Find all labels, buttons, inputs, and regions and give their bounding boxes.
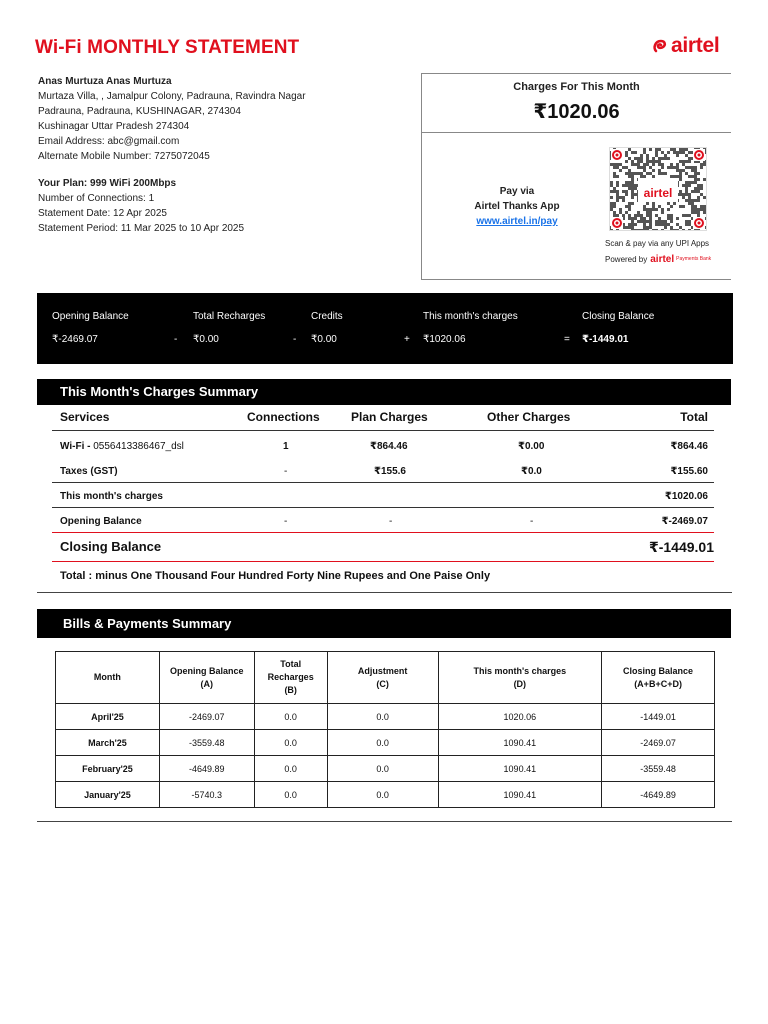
col-opening-balance (159, 652, 254, 704)
connection-count: Number of Connections: 1 (38, 193, 155, 204)
charges-summary-table (52, 405, 714, 588)
closing-cell: -3559.48 (602, 756, 715, 782)
pay-via-block (442, 184, 592, 229)
col-label: Opening Balance (170, 665, 244, 676)
closing-cell: -2469.07 (602, 730, 715, 756)
pay-app-name: Airtel Thanks App (474, 201, 560, 212)
recharges-cell: 0.0 (254, 730, 327, 756)
email-address: Email Address: abc@gmail.com (38, 136, 180, 147)
total-recharges-value: ₹0.00 (193, 334, 219, 345)
statement-title: Wi-Fi MONTHLY STATEMENT (35, 37, 300, 58)
statement-period: Statement Period: 11 Mar 2025 to 10 Apr 2025 (38, 223, 245, 234)
row-other-charges: ₹0.00 (518, 441, 545, 452)
service-name: Taxes (GST) (60, 466, 118, 477)
charges-cell: 1020.06 (438, 704, 602, 730)
opening-cell: -3559.48 (159, 730, 254, 756)
month-cell: January'25 (56, 782, 160, 808)
charges-label: Charges For This Month (513, 81, 640, 93)
table-row (56, 730, 715, 756)
recharges-cell: 0.0 (254, 704, 327, 730)
minus-operator: - (293, 334, 297, 345)
charges-cell: 1090.41 (438, 782, 602, 808)
address-line: Padrauna, Padrauna, KUSHINAGAR, 274304 (38, 106, 241, 117)
table-row (56, 756, 715, 782)
pay-via-label: Pay via (499, 186, 535, 197)
address-line: Murtaza Villa, , Jamalpur Colony, Padrauna, Ravindra Nagar (38, 91, 306, 102)
payments-bank-sub: Payments Bank (676, 256, 712, 262)
closing-balance-total: ₹-1449.01 (648, 539, 714, 555)
service-id: 0556413386467_dsl (93, 441, 184, 452)
col-sub-label: (D) (513, 678, 527, 689)
charges-cell: 1090.41 (438, 730, 602, 756)
table-row (56, 782, 715, 808)
opening-balance-row (52, 508, 714, 533)
col-connections: Connections (247, 410, 320, 424)
recharges-cell: 0.0 (254, 756, 327, 782)
statement-date: Statement Date: 12 Apr 2025 (38, 208, 167, 219)
payments-bank-logo: airtel (650, 254, 675, 265)
qr-pattern-icon (610, 148, 706, 230)
row-total: ₹864.46 (670, 441, 708, 452)
opening-cell: -2469.07 (159, 704, 254, 730)
closing-balance-header: Closing Balance (582, 311, 655, 322)
table-row (52, 458, 714, 483)
section-divider (37, 592, 732, 593)
powered-by-label: Powered by (605, 255, 648, 264)
month-charges-header: This month's charges (423, 311, 518, 322)
airtel-swirl-icon (652, 38, 668, 54)
plus-operator: + (404, 334, 410, 345)
col-plan-charges: Plan Charges (351, 410, 428, 424)
closing-cell: -1449.01 (602, 704, 715, 730)
col-month-charges (438, 652, 602, 704)
charges-header (422, 74, 731, 133)
minus-operator: - (174, 334, 178, 345)
month-cell: April'25 (56, 704, 160, 730)
month-charges-label: This month's charges (60, 491, 163, 502)
col-label: Total Recharges (267, 659, 314, 682)
row-connections: 1 (283, 441, 289, 452)
recharges-cell: 0.0 (254, 782, 327, 808)
closing-balance-value: ₹-1449.01 (582, 334, 629, 345)
customer-address (38, 74, 306, 164)
customer-name: Anas Murtuza Anas Murtuza (38, 76, 172, 87)
row-other-charges: ₹0.0 (521, 466, 542, 477)
col-month-label: Month (93, 672, 121, 682)
col-total-recharges (254, 652, 327, 704)
col-services: Services (60, 410, 110, 424)
table-row (56, 704, 715, 730)
col-label: Closing Balance (623, 665, 694, 676)
qr-brand-text: airtel (643, 186, 673, 200)
adjustment-cell: 0.0 (327, 704, 438, 730)
row-plan-charges: ₹155.6 (374, 466, 406, 477)
month-cell: February'25 (56, 756, 160, 782)
col-other-charges: Other Charges (487, 410, 571, 424)
scan-note: Scan & pay via any UPI Apps (605, 239, 710, 248)
bills-payments-table (55, 651, 715, 808)
table-header-row (56, 652, 715, 704)
closing-balance-row (52, 533, 714, 562)
airtel-logo (652, 34, 719, 58)
month-cell: March'25 (56, 730, 160, 756)
row-connections: - (284, 466, 288, 477)
total-recharges-header: Total Recharges (193, 311, 266, 322)
adjustment-cell: 0.0 (327, 730, 438, 756)
service-name (60, 441, 184, 452)
month-charges-row (52, 483, 714, 508)
opening-balance-label: Opening Balance (60, 516, 142, 527)
pay-link[interactable]: www.airtel.in/pay (476, 216, 558, 227)
plan-name: Your Plan: 999 WiFi 200Mbps (38, 178, 177, 189)
alternate-mobile: Alternate Mobile Number: 7275072045 (38, 151, 210, 162)
powered-by (605, 254, 711, 265)
col-total: Total (680, 410, 708, 424)
logo-text: airtel (671, 34, 720, 57)
equals-operator: = (564, 334, 570, 345)
col-sub-label: (A+B+C+D) (634, 678, 682, 689)
credits-header: Credits (311, 311, 343, 322)
adjustment-cell: 0.0 (327, 782, 438, 808)
section-divider (37, 821, 732, 822)
opening-cell: -5740.3 (159, 782, 254, 808)
col-sub-label: (C) (376, 678, 389, 689)
table-row (52, 433, 714, 458)
empty-cell: - (530, 516, 534, 527)
col-label: Adjustment (357, 665, 408, 676)
charges-cell: 1090.41 (438, 756, 602, 782)
opening-balance-header: Opening Balance (52, 311, 129, 322)
col-sub-label: (A) (200, 678, 214, 689)
table-header-row (52, 405, 714, 431)
charges-summary-title: This Month's Charges Summary (37, 379, 731, 405)
service-type: Wi-Fi - (60, 441, 94, 452)
month-charges-total: ₹1020.06 (664, 491, 708, 502)
balance-summary-bar (37, 293, 733, 364)
col-month (56, 652, 160, 704)
row-total: ₹155.60 (670, 466, 708, 477)
row-plan-charges: ₹864.46 (370, 441, 408, 452)
payment-box (421, 73, 731, 280)
col-label: This month's charges (473, 665, 567, 676)
plan-details (38, 176, 244, 236)
empty-cell: - (389, 516, 393, 527)
col-closing-balance (602, 652, 715, 704)
total-in-words: Total : minus One Thousand Four Hundred Forty Nine Rupees and One Paise Only (60, 570, 491, 582)
col-sub-label: (B) (284, 685, 297, 695)
adjustment-cell: 0.0 (327, 756, 438, 782)
bills-summary-title: Bills & Payments Summary (37, 609, 731, 638)
address-line: Kushinagar Uttar Pradesh 274304 (38, 121, 190, 132)
month-charges-value: ₹1020.06 (423, 334, 466, 345)
empty-cell: - (284, 516, 288, 527)
charges-amount: ₹1020.06 (533, 101, 620, 123)
closing-balance-label: Closing Balance (60, 539, 162, 554)
closing-cell: -4649.89 (602, 782, 715, 808)
upi-qr-code[interactable] (609, 147, 707, 231)
col-adjustment (327, 652, 438, 704)
opening-balance-total: ₹-2469.07 (661, 516, 708, 527)
opening-balance-value: ₹-2469.07 (52, 334, 98, 345)
opening-cell: -4649.89 (159, 756, 254, 782)
credits-value: ₹0.00 (311, 334, 337, 345)
